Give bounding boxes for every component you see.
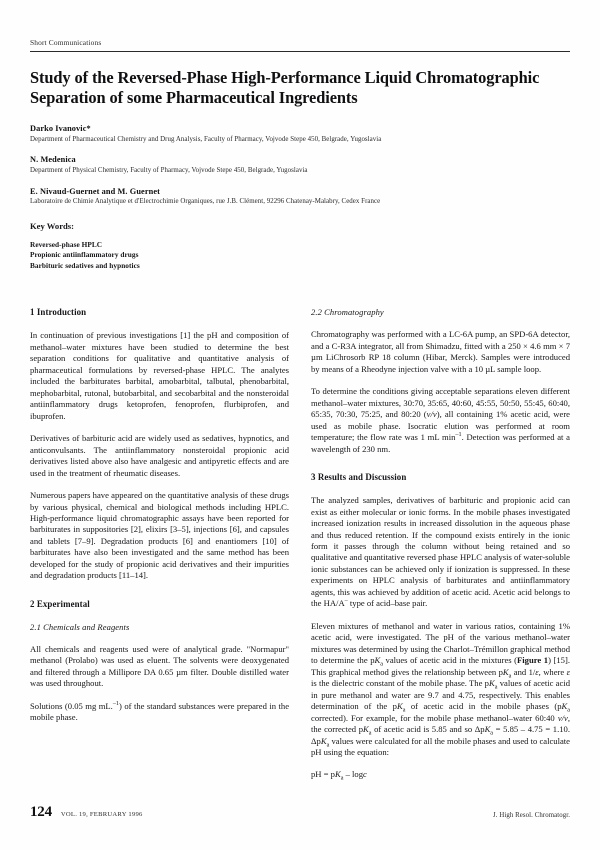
res2-k1: K (374, 655, 381, 666)
keyword-item: Barbituric sedatives and hypnotics (30, 260, 140, 270)
res2-k8: K (320, 735, 327, 746)
equation-k: K (334, 769, 341, 780)
res2-s8: of acetic acid in the mobile phases (p (405, 701, 562, 712)
solution-text-post: ) of the standard substances were prepared in the mobile phase. (30, 700, 290, 723)
author-group (30, 187, 570, 207)
left-column (30, 307, 289, 779)
section-heading-introduction: 1 Introduction (30, 307, 87, 318)
keywords-heading: Key Words: (30, 220, 75, 231)
res2-k7: K (484, 724, 491, 735)
footer-left (30, 804, 143, 821)
res2-a3: a (494, 683, 498, 691)
paragraph-intro-3: Numerous papers have appeared on the quantitative analysis of these drugs by various physical, chemical and biological methods including HPLC. High-performance liquid chromatographic assays have been reported for barbiturates in suppositories [2], elixirs [3–5], injections [6], and capsules and tablets [7–9]. Degradation products [6] and enantiomers [10] of barbiturates have also been investigated and the same method has been developed for the study of propionic acid derivatives and their impurities and degradation products [11–14]. (30, 490, 289, 581)
author-block (30, 124, 570, 206)
results-text-b: type of acid–base pair. (347, 598, 428, 609)
volume-info: VOL. 19, FEBRUARY 1996 (60, 811, 143, 818)
author-affiliation: Laboratoire de Chimie Analytique et d'Electrochimie Organiques, rue J.B. Clément, 92296 Chatenay-Malabry, Cedex France (30, 198, 381, 206)
equation-c: c (363, 769, 367, 780)
res2-k2: K (502, 666, 509, 677)
author-name: N. Medenica (30, 155, 76, 165)
paragraph-chemicals-2 (30, 701, 289, 724)
res2-a1: a (380, 660, 383, 668)
header-rule (30, 51, 570, 52)
chrom-vv-italic: v/v (426, 409, 437, 420)
equation-pre: pH = p (311, 769, 335, 780)
solution-exponent: –1 (112, 699, 120, 707)
res2-a2: a (508, 672, 512, 680)
keyword-item: Reversed-phase HPLC (30, 239, 103, 249)
res2-s5: , where (538, 666, 567, 677)
right-column (311, 307, 570, 783)
subsection-heading-chemicals: 2.1 Chemicals and Reagents (30, 621, 130, 632)
keyword-item: Propionic antiinflammatory drugs (30, 250, 139, 260)
equation-post: – log (343, 769, 364, 780)
res2-s12: = 5.85 – 4.75 = 1.10. Δp (311, 724, 570, 746)
paragraph-results-2 (311, 621, 570, 759)
page-number: 124 (30, 804, 52, 820)
res2-a6: a (368, 729, 372, 737)
res2-a5: a (567, 706, 570, 714)
author-affiliation: Department of Physical Chemistry, Faculty of Pharmacy, Vojvode Stepe 450, Belgrade, Yugoslavia (30, 166, 308, 174)
res2-eps1: ε (535, 666, 539, 677)
res2-k6: K (363, 724, 369, 735)
author-affiliation: Department of Pharmaceutical Chemistry and Drug Analysis, Faculty of Pharmacy, Vojvode Stepe 450, Belgrade, Yugoslavia (30, 135, 382, 143)
author-group (30, 155, 570, 175)
res2-k5: K (561, 701, 568, 712)
paragraph-chromatography-2 (311, 386, 570, 455)
chrom-text-mid: ), all containing 1% acetic acid, were used as mobile phase. Isocratic elution was performed at room temperature; the flow rate was 1 mL min (311, 409, 570, 443)
journal-name: J. High Resol. Chromatogr. (493, 812, 570, 819)
res2-s3: ) [15]. This graphical method gives the relationship between p (311, 655, 570, 677)
keywords-list (30, 240, 570, 272)
res2-s2: values of acetic acid in the mixtures ( (383, 655, 518, 666)
res2-s13: values were calculated for all the mobile phases and used to calculate pH using the equation: (311, 735, 570, 757)
res2-k3: K (488, 678, 495, 689)
subsection-heading-chromatography: 2.2 Chromatography (311, 307, 384, 318)
res2-s1: Eleven mixtures of methanol and water in various ratios, containing 1% acetic acid, were investigated. The pH of the various methanol–water mixtures was determined by using the Charlot–Trémillon graphical method to determine the p (311, 620, 570, 666)
running-head: Short Communications (30, 38, 102, 47)
equation-a: a (340, 775, 344, 783)
chrom-text-post: . Detection was performed at a wavelength of 230 nm. (311, 432, 570, 454)
res2-s10: , the corrected p (311, 712, 570, 735)
page-title: Study of the Reversed-Phase High-Performance Liquid Chromatographic Separation of some Pharmaceutical Ingredients (30, 68, 540, 108)
body-columns (30, 307, 570, 783)
res2-k4: K (396, 701, 403, 712)
paragraph-intro-1: In continuation of previous investigations [1] the pH and composition of methanol–water mixtures have been studied to determine the best separation conditions for qualitative and quantitative analysis of pharmaceutical formulations by reversed-phase HPLC. The analytes included the barbiturates barbital, amobarbital, talbutal, phenobarbital, mephobarbital, rutonal, butobarbital, and secobarbital and the nonsteroidal antiinflammatory drugs ketoprofen, fenoprofen, flurbiprofen, and ibuprofen. (30, 330, 289, 421)
author-group (30, 124, 570, 144)
author-name: Darko Ivanovic* (30, 124, 91, 134)
res2-s6: is the dielectric constant of the mobile phase. The p (311, 678, 489, 689)
paragraph-chromatography-1: Chromatography was performed with a LC-6A pump, an SPD-6A detector, and a C-R3A integrator, all from Shimadzu, fitted with a 250 × 4.6 mm × 7 µm LiChrosorb RP 18 column (Hibar, Merck). Samples were introduced by means of a Rheodyne injection valve with a 10 µL sample loop. (311, 329, 570, 374)
results-anion-superscript: – (344, 597, 348, 605)
res2-s7: values of acetic acid in pure methanol and water are 9.7 and 4.75, respectively. This enables determination of the p (311, 678, 570, 712)
res2-a4: a (402, 706, 406, 714)
solution-text-pre: Solutions (0.05 mg mL. (30, 700, 113, 711)
chrom-exponent: –1 (455, 431, 462, 439)
paragraph-results-1 (311, 495, 570, 610)
figure-reference: Figure 1 (517, 655, 549, 666)
res2-s9: corrected). For example, for the mobile phase methanol–water 60:40 (311, 712, 558, 723)
equation-ph (311, 769, 570, 783)
res2-eps2: ε (566, 666, 570, 677)
paragraph-chemicals-1: All chemicals and reagents used were of analytical grade. "Normapur" methanol (Prolabo) was used as eluent. The solvents were deoxygenated and filtered through a Millipore DA 0.65 µm filter. Double distilled water was used throughout. (30, 643, 289, 689)
results-text-a: The analyzed samples, derivatives of barbituric and propionic acid can exist as either molecular or ionic forms. In the mobile phases investigated increased ionization results in increased dissolution in the aqueous phase and thus reduced retention. If the compound exists entirely in the ionic form it passes through the column without being retained and so qualitative and quantitative reversed phase HPLC analysis of water-soluble ionic substances can be achieved only if ionization is suppressed. In these experiments on HPLC analysis of barbiturates and antiinflammatory agents, this was achieved by addition of acetic acid. Acetic acid belongs to the HA/A (311, 495, 570, 609)
res2-s4: and 1/ (511, 666, 536, 677)
paragraph-intro-2: Derivatives of barbituric acid are widely used as sedatives, hypnotics, and anticonvulsants. The antiinflammatory nonsteroidal propionic acid derivatives listed above also have analgesic and antipyretic effects and are used in the treatment of rheumatic diseases. (30, 433, 289, 478)
res2-a8: a (326, 741, 330, 749)
chrom-text-pre: To determine the conditions giving acceptable separations eleven different methanol–water mixtures, 30:70, 35:65, 40:60, 45:55, 50:50, 55:45, 60:40, 65:35, 70:30, 75:25, and 80:20 ( (311, 386, 570, 420)
section-heading-experimental: 2 Experimental (30, 598, 90, 609)
res2-a7: a (490, 729, 494, 737)
res2-vv: v/v (557, 712, 568, 723)
author-name: E. Nivaud-Guernet and M. Guernet (30, 186, 160, 196)
section-heading-results: 3 Results and Discussion (311, 472, 407, 483)
res2-s11: of acetic acid is 5.85 and so Δp (371, 724, 485, 735)
